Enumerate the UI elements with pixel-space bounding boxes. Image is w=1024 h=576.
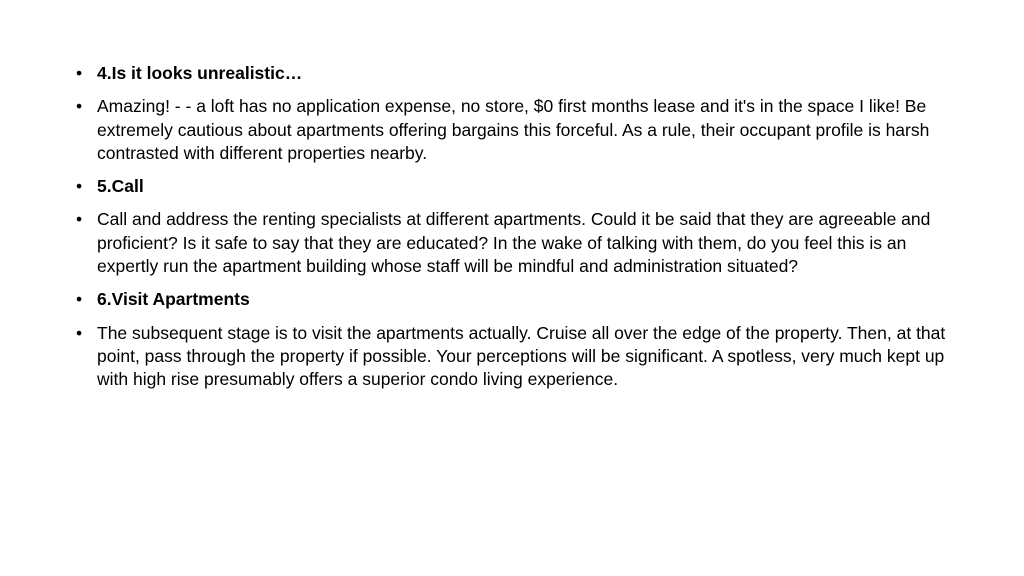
bullet-item-paragraph: [76, 95, 948, 165]
bullet-text: The subsequent stage is to visit the apartments actually. Cruise all over the edge of the property. Then, at that point, pass through the property if possible. Your perceptions will be significant. A spotless, very much kept up with high rise presumably offers a superior condo living experience.: [97, 322, 946, 390]
bullet-dot-icon: •: [76, 96, 83, 117]
bullet-text: 6.Visit Apartments: [97, 289, 250, 310]
bullet-dot-icon: •: [76, 176, 83, 197]
bullet-dot-icon: •: [76, 209, 83, 230]
bullet-item-heading-6: [76, 288, 948, 311]
bullet-text: 5.Call: [97, 176, 144, 197]
bullet-item-paragraph: [76, 208, 948, 278]
bullet-text: 4.Is it looks unrealistic…: [97, 63, 303, 83]
bullet-list: [76, 62, 948, 402]
bullet-text: Call and address the renting specialists at different apartments. Could it be said that they are agreeable and proficient? Is it safe to say that they are educated? In the wake of talking with them, do you feel this is an expertly run the apartment building whose staff will be mindful and administration situated?: [97, 209, 931, 277]
bullet-item-heading-5: [76, 175, 948, 198]
bullet-dot-icon: •: [76, 63, 83, 83]
bullet-item-heading-4: [76, 62, 948, 85]
bullet-text: Amazing! - - a loft has no application expense, no store, $0 first months lease and it's in the space I like! Be extremely cautious about apartments offering bargains this forceful. As a rule, their occupant profile is harsh contrasted with different properties nearby.: [97, 96, 930, 163]
bullet-item-paragraph: [76, 322, 948, 392]
bullet-dot-icon: •: [76, 289, 83, 310]
bullet-dot-icon: •: [76, 322, 83, 343]
